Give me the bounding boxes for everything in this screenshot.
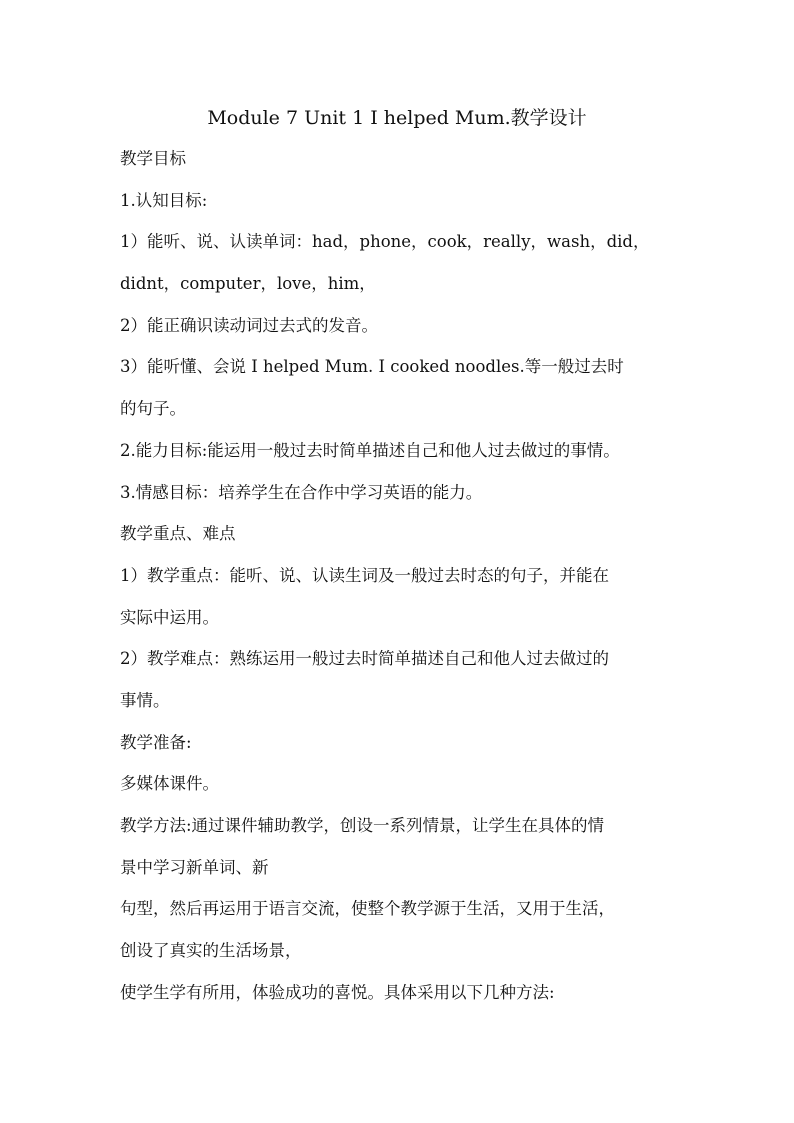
paragraph-line: 景中学习新单词、新 — [120, 857, 269, 877]
document-title: Module 7 Unit 1 I helped Mum.教学设计 — [207, 107, 587, 129]
paragraph-line: didnt，computer，love，him， — [120, 274, 376, 294]
paragraph-line: 事情。 — [120, 690, 170, 710]
paragraph-line: 的句子。 — [120, 399, 186, 419]
section-heading-teaching-goals: 教学目标 — [120, 149, 186, 168]
document-body — [120, 145, 700, 1020]
paragraph-line: 句型，然后再运用于语言交流，使整个教学源于生活，又用于生活， — [120, 899, 615, 919]
paragraph-line: 2.能力目标:能运用一般过去时简单描述自己和他人过去做过的事情。 — [120, 440, 620, 460]
paragraph-line: 2）教学难点：熟练运用一般过去时简单描述自己和他人过去做过的 — [120, 649, 609, 669]
paragraph-line: 3.情感目标：培养学生在合作中学习英语的能力。 — [120, 482, 483, 502]
paragraph-line: 1.认知目标: — [120, 190, 208, 210]
section-heading-methods: 教学方法:通过课件辅助教学，创设一系列情景，让学生在具体的情 — [120, 816, 605, 835]
paragraph-line: 1）能听、说、认读单词：had，phone，cook，really，wash，did， — [120, 232, 650, 252]
paragraph-line: 实际中运用。 — [120, 607, 219, 627]
paragraph-line: 3）能听懂、会说 I helped Mum. I cooked noodles.等一般过去时 — [120, 357, 624, 377]
paragraph-line: 创设了真实的生活场景， — [120, 941, 302, 961]
section-heading-preparation: 教学准备: — [120, 732, 192, 752]
paragraph-line: 2）能正确识读动词过去式的发音。 — [120, 315, 378, 335]
paragraph-line: 多媒体课件。 — [120, 774, 219, 794]
paragraph-line: 1）教学重点：能听、说、认读生词及一般过去时态的句子，并能在 — [120, 565, 609, 585]
paragraph-line: 使学生学有所用，体验成功的喜悦。具体采用以下几种方法: — [120, 982, 555, 1002]
section-heading-key-points: 教学重点、难点 — [120, 524, 236, 544]
